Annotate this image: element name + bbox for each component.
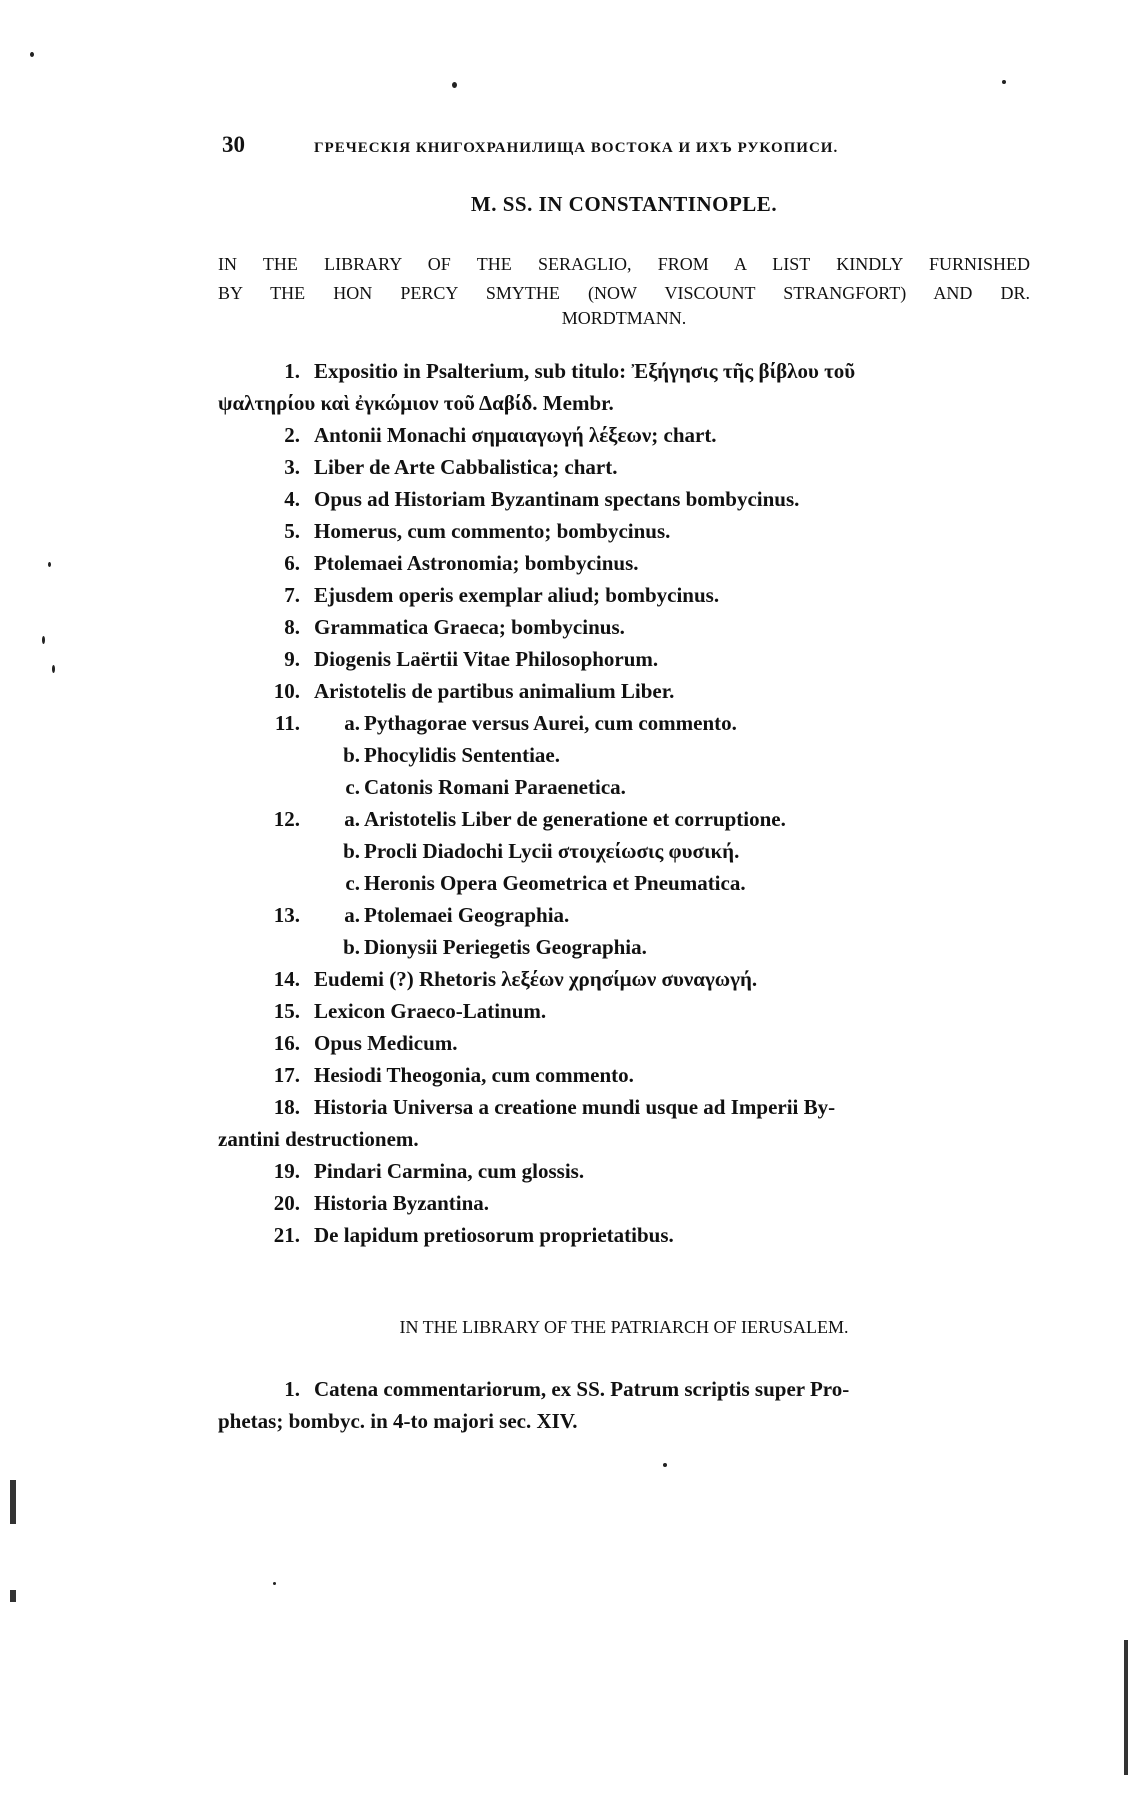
scan-speck [48,562,51,567]
item-text: Antonii Monachi σημαιαγωγή λέξεων; chart. [314,423,717,447]
list-item [218,419,1030,451]
item-text: Pythagorae versus Aurei, cum commento. [364,711,737,735]
scan-speck [663,1463,667,1467]
list-item [218,611,1030,643]
page-number: 30 [222,132,245,157]
item-sub-letter: b. [343,839,360,863]
patriarch-list [218,1373,1030,1437]
item-text: Aristotelis de partibus animalium Liber. [314,679,675,703]
item-number: 6. [284,551,300,575]
item-text: Ptolemaei Geographia. [364,903,570,927]
item-number: 4. [284,487,300,511]
intro-line: IN THE LIBRARY OF THE SERAGLIO, FROM A LIST KINDLY FURNISHED [218,254,1030,274]
intro-line: BY THE HON PERCY SMYTHE (NOW VISCOUNT STRANGFORT) AND DR. [218,283,1030,303]
item-text: Opus ad Historiam Byzantinam spectans bombycinus. [314,487,800,511]
item-sub-letter: a. [344,903,360,927]
item-sub-letter: c. [345,871,360,895]
item-number: 10. [273,679,300,703]
item-text: Liber de Arte Cabbalistica; chart. [314,455,618,479]
scan-speck [273,1582,276,1585]
list-item [218,707,1030,739]
item-text: Ejusdem operis exemplar aliud; bombycinus. [314,583,720,607]
scan-mark [10,1590,16,1602]
scan-speck [452,82,457,88]
list-item [218,1027,1030,1059]
scan-speck [42,636,45,644]
item-sub-letter: a. [344,711,360,735]
scan-speck [30,52,34,57]
list-item [218,515,1030,547]
list-item [218,931,1030,963]
list-item [218,835,1030,867]
item-number: 9. [284,647,300,671]
item-number: 18. [273,1095,300,1119]
item-number: 1. [284,1377,300,1401]
item-text: Pindari Carmina, cum glossis. [314,1159,585,1183]
list-item [218,579,1030,611]
item-number: 5. [284,519,300,543]
seraglio-list [218,355,1030,1251]
item-text: Heronis Opera Geometrica et Pneumatica. [364,871,746,895]
item-text: Aristotelis Liber de generatione et corruptione. [364,807,786,831]
item-number: 19. [273,1159,300,1183]
list-item [218,1373,1030,1405]
list-item [218,483,1030,515]
item-text: Catonis Romani Paraenetica. [364,775,626,799]
intro-last-line: MORDTMANN. [561,308,687,328]
item-text: Historia Byzantina. [314,1191,490,1215]
list-item-continuation [218,1405,1030,1437]
list-item [218,739,1030,771]
item-number: 21. [273,1223,300,1247]
list-item [218,1091,1030,1123]
item-text: De lapidum pretiosorum proprietatibus. [314,1223,674,1247]
list-item [218,963,1030,995]
list-item [218,1187,1030,1219]
item-text: Expositio in Psalterium, sub titulo: Ἐξήγησις τῆς βίβλου τοῦ [314,359,856,383]
patriarch-section-title: IN THE LIBRARY OF THE PATRIARCH OF IERUSALEM. [399,1317,849,1337]
list-item [218,995,1030,1027]
item-text: Ptolemaei Astronomia; bombycinus. [314,551,639,575]
list-item [218,355,1030,387]
list-item [218,803,1030,835]
item-text: Catena commentariorum, ex SS. Patrum scriptis super Pro- [314,1377,850,1401]
item-text: Eudemi (?) Rhetoris λεξέων χρησίμων συναγωγή. [314,967,758,991]
item-sub-letter: b. [343,743,360,767]
item-text: Diogenis Laërtii Vitae Philosophorum. [314,647,659,671]
item-text: Dionysii Periegetis Geographia. [364,935,647,959]
list-item [218,675,1030,707]
section-title: M. SS. IN CONSTANTINOPLE. [470,192,778,216]
item-number: 20. [273,1191,300,1215]
item-number: 1. [284,359,300,383]
item-text: zantini destructionem. [218,1127,419,1151]
item-text: Phocylidis Sententiae. [364,743,561,767]
list-item [218,771,1030,803]
item-number: 11. [274,711,300,735]
scan-edge [1124,1640,1128,1775]
list-item [218,1219,1030,1251]
running-title: ГРЕЧЕСКІЯ КНИГОХРАНИЛИЩА ВОСТОКА И ИХЪ РУКОПИСИ. [314,140,839,156]
item-text: Opus Medicum. [314,1031,458,1055]
item-text: Historia Universa a creatione mundi usque ad Imperii By- [314,1095,836,1119]
intro-paragraph [218,250,1030,308]
item-number: 13. [273,903,300,927]
item-text: Procli Diadochi Lycii στοιχείωσις φυσική. [364,839,740,863]
list-item-continuation [218,387,1030,419]
list-item-continuation [218,1123,1030,1155]
item-number: 8. [284,615,300,639]
scan-speck [1002,80,1006,84]
item-text: Grammatica Graeca; bombycinus. [314,615,625,639]
item-sub-letter: a. [344,807,360,831]
item-sub-letter: c. [345,775,360,799]
scan-mark [10,1480,16,1524]
item-number: 17. [273,1063,300,1087]
list-item [218,1059,1030,1091]
page-header [222,132,982,158]
item-text: ψαλτηρίου καὶ ἐγκώμιον τοῦ Δαβίδ. Membr. [218,391,614,415]
item-sub-letter: b. [343,935,360,959]
item-text: Homerus, cum commento; bombycinus. [314,519,671,543]
item-number: 2. [284,423,300,447]
item-number: 7. [284,583,300,607]
list-item [218,899,1030,931]
item-number: 15. [273,999,300,1023]
item-number: 16. [273,1031,300,1055]
list-item [218,643,1030,675]
list-item [218,1155,1030,1187]
item-number: 12. [273,807,300,831]
item-number: 3. [284,455,300,479]
item-text: Lexicon Graeco-Latinum. [314,999,547,1023]
item-text: Hesiodi Theogonia, cum commento. [314,1063,634,1087]
scan-speck [52,665,55,673]
item-text: phetas; bombyc. in 4-to majori sec. XIV. [218,1409,578,1433]
list-item [218,451,1030,483]
list-item [218,547,1030,579]
item-number: 14. [273,967,300,991]
list-item [218,867,1030,899]
